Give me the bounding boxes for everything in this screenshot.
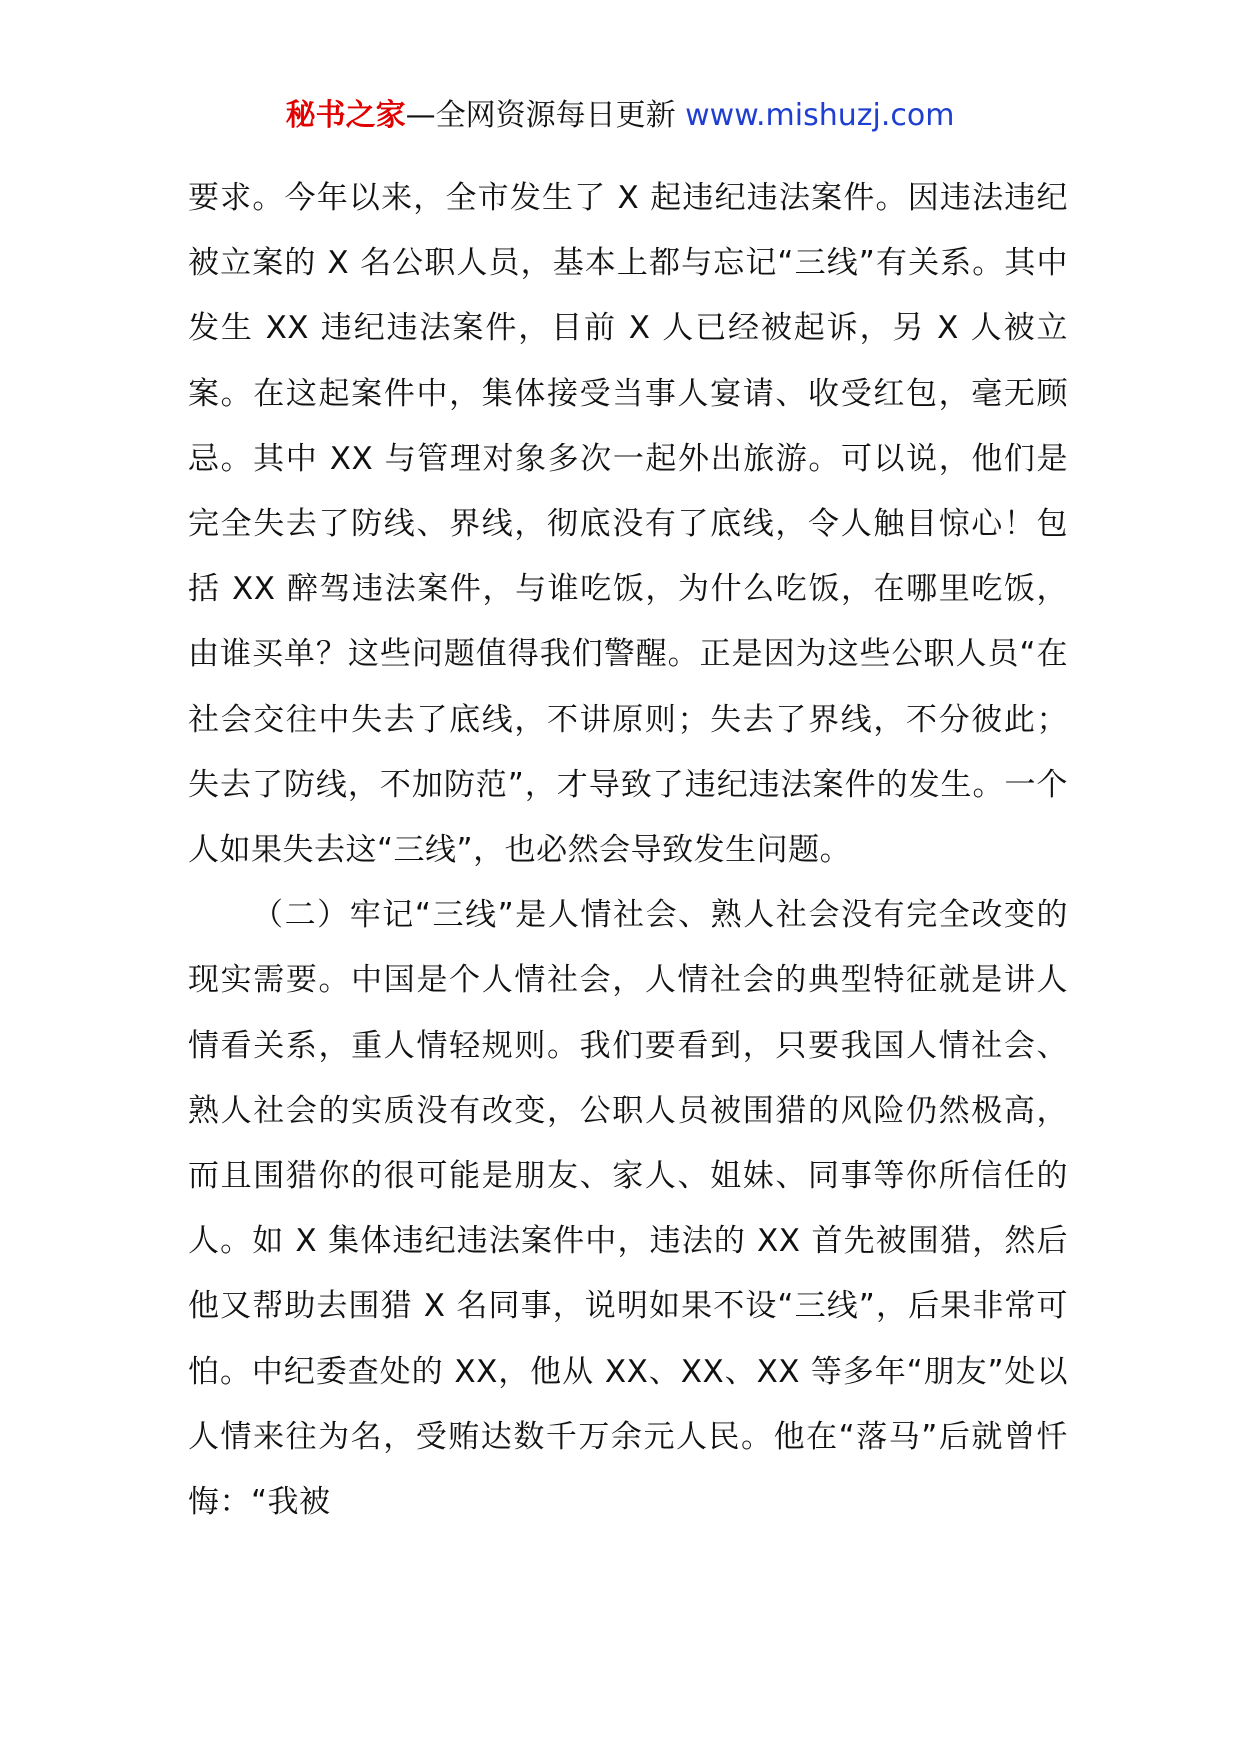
paragraph-continued: 要求。今年以来，全市发生了 X 起违纪违法案件。因违法违纪被立案的 X 名公职人员，基本上都与忘记“三线”有关系。其中发生 XX 违纪违法案件，目前 X 人已经被起诉，另 X 人被立案。在这起案件中，集体接受当事人宴请、收受红包，毫无顾忌。其中 XX 与管理对象多次一起外出旅游。可以说，他们是完全失去了防线、界线，彻底没有了底线，令人触目惊心！包括 XX 醉驾违法案件，与谁吃饭，为什么吃饭，在哪里吃饭，由谁买单？这些问题值得我们警醒。正是因为这些公职人员“在社会交往中失去了底线，不讲原则；失去了界线，不分彼此；失去了防线，不加防范”，才导致了违纪违法案件的发生。一个人如果失去这“三线”，也必然会导致发生问题。 bbox=[188, 180, 1068, 869]
paragraph-section-two: （二）牢记“三线”是人情社会、熟人社会没有完全改变的现实需要。中国是个人情社会，人情社会的典型特征就是讲人情看关系，重人情轻规则。我们要看到，只要我国人情社会、熟人社会的实质没有改变，公职人员被围猎的风险仍然极高，而且围猎你的很可能是朋友、家人、姐妹、同事等你所信任的人。如 X 集体违纪违法案件中，违法的 XX 首先被围猎，然后他又帮助去围猎 X 名同事，说明如果不设“三线”，后果非常可怕。中纪委查处的 XX，他从 XX、XX、XX 等多年“朋友”处以人情来往为名，受贿达数千万余元人民。他在“落马”后就曾忏悔：“我被 bbox=[188, 897, 1068, 1521]
page-header bbox=[0, 96, 1240, 136]
site-brand: 秘书之家 bbox=[285, 98, 406, 133]
site-tagline: —全网资源每日更新 bbox=[405, 98, 676, 133]
document-body bbox=[188, 166, 1068, 1535]
site-url-link[interactable]: www.mishuzj.com bbox=[685, 98, 955, 133]
